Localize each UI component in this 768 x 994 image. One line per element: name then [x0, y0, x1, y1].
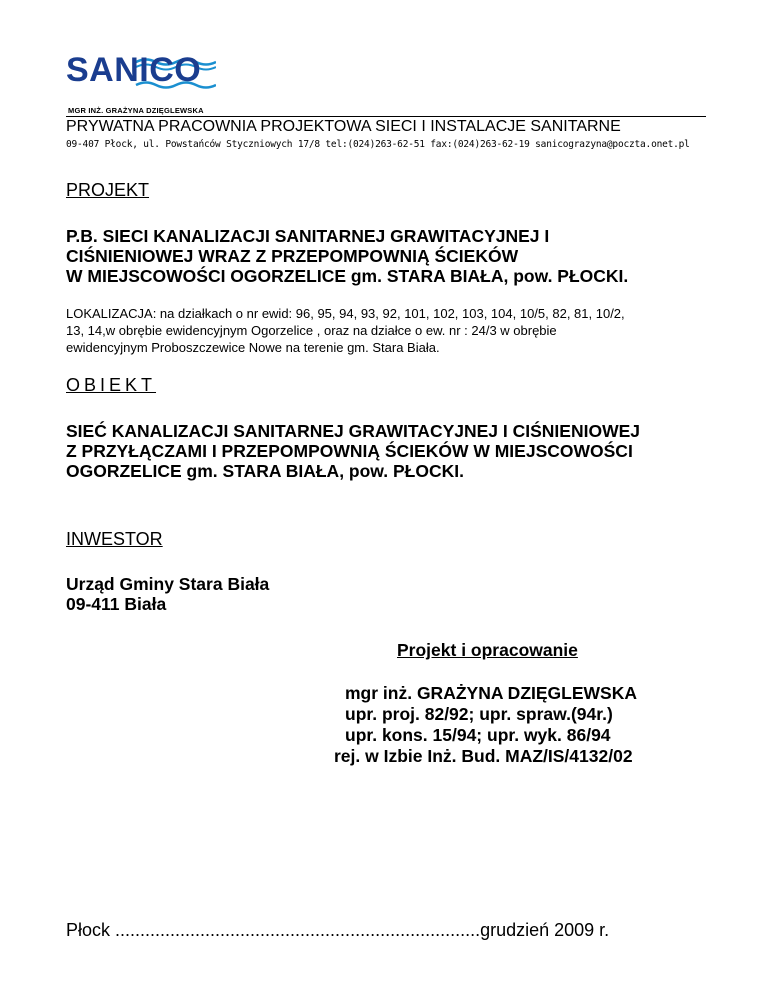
logo-subtitle: MGR INŻ. GRAŻYNA DZIĘGLEWSKA [68, 106, 204, 115]
section-label-obiekt: OBIEKT [66, 375, 157, 395]
project-title [66, 226, 628, 286]
object-title-line: OGORZELICE gm. STARA BIAŁA, pow. PŁOCKI. [66, 461, 464, 481]
investor-line: 09-411 Biała [66, 594, 167, 614]
project-title-line: W MIEJSCOWOŚCI OGORZELICE gm. STARA BIAŁA, pow. PŁOCKI. [66, 266, 629, 286]
lokalizacja-line: ewidencyjnym Proboszczewice Nowe na terenie gm. Stara Biała. [66, 340, 440, 355]
section-label-projekt: PROJEKT [66, 180, 150, 200]
lokalizacja [66, 305, 625, 356]
company-name: PRYWATNA PRACOWNIA PROJEKTOWA SIECI I INSTALACJE SANITARNE [66, 118, 621, 135]
lokalizacja-line: 13, 14,w obrębie ewidencyjnym Ogorzelice , oraz na działce o ew. nr : 24/3 w obrębie [66, 323, 557, 338]
investor-info [66, 574, 269, 614]
author-line: mgr inż. GRAŻYNA DZIĘGLEWSKA [345, 683, 637, 703]
author-line: upr. kons. 15/94; upr. wyk. 86/94 [345, 725, 611, 745]
object-title-line: Z PRZYŁĄCZAMI I PRZEPOMPOWNIĄ ŚCIEKÓW W MIEJSCOWOŚCI [66, 441, 633, 461]
logo-wordmark: SANICO [66, 51, 202, 89]
object-title-line: SIEĆ KANALIZACJI SANITARNEJ GRAWITACYJNEJ I CIŚNIENIOWEJ [66, 421, 640, 441]
author-line: rej. w Izbie Inż. Bud. MAZ/IS/4132/02 [334, 746, 633, 766]
object-title [66, 421, 640, 481]
author-heading: Projekt i opracowanie [397, 640, 578, 660]
author-line: upr. proj. 82/92; upr. spraw.(94r.) [345, 704, 613, 724]
investor-line: Urząd Gminy Stara Biała [66, 574, 270, 594]
lokalizacja-line: LOKALIZACJA: na działkach o nr ewid: 96, 95, 94, 93, 92, 101, 102, 103, 104, 10/5, 82, 81, 10/2, [66, 306, 625, 321]
project-title-line: CIŚNIENIOWEJ WRAZ Z PRZEPOMPOWNIĄ ŚCIEKÓW [66, 246, 519, 266]
place-date-footer: Płock .........................................................................grudzień 2009 r. [66, 920, 610, 940]
section-label-inwestor: INWESTOR [66, 529, 163, 549]
sanico-logo [66, 50, 216, 118]
project-title-line: P.B. SIECI KANALIZACJI SANITARNEJ GRAWITACYJNEJ I [66, 226, 550, 246]
company-contact: 09-407 Płock, ul. Powstańców Styczniowych 17/8 tel:(024)263-62-51 fax:(024)263-62-19 sanicograzyna@poczta.onet.pl [66, 139, 690, 150]
